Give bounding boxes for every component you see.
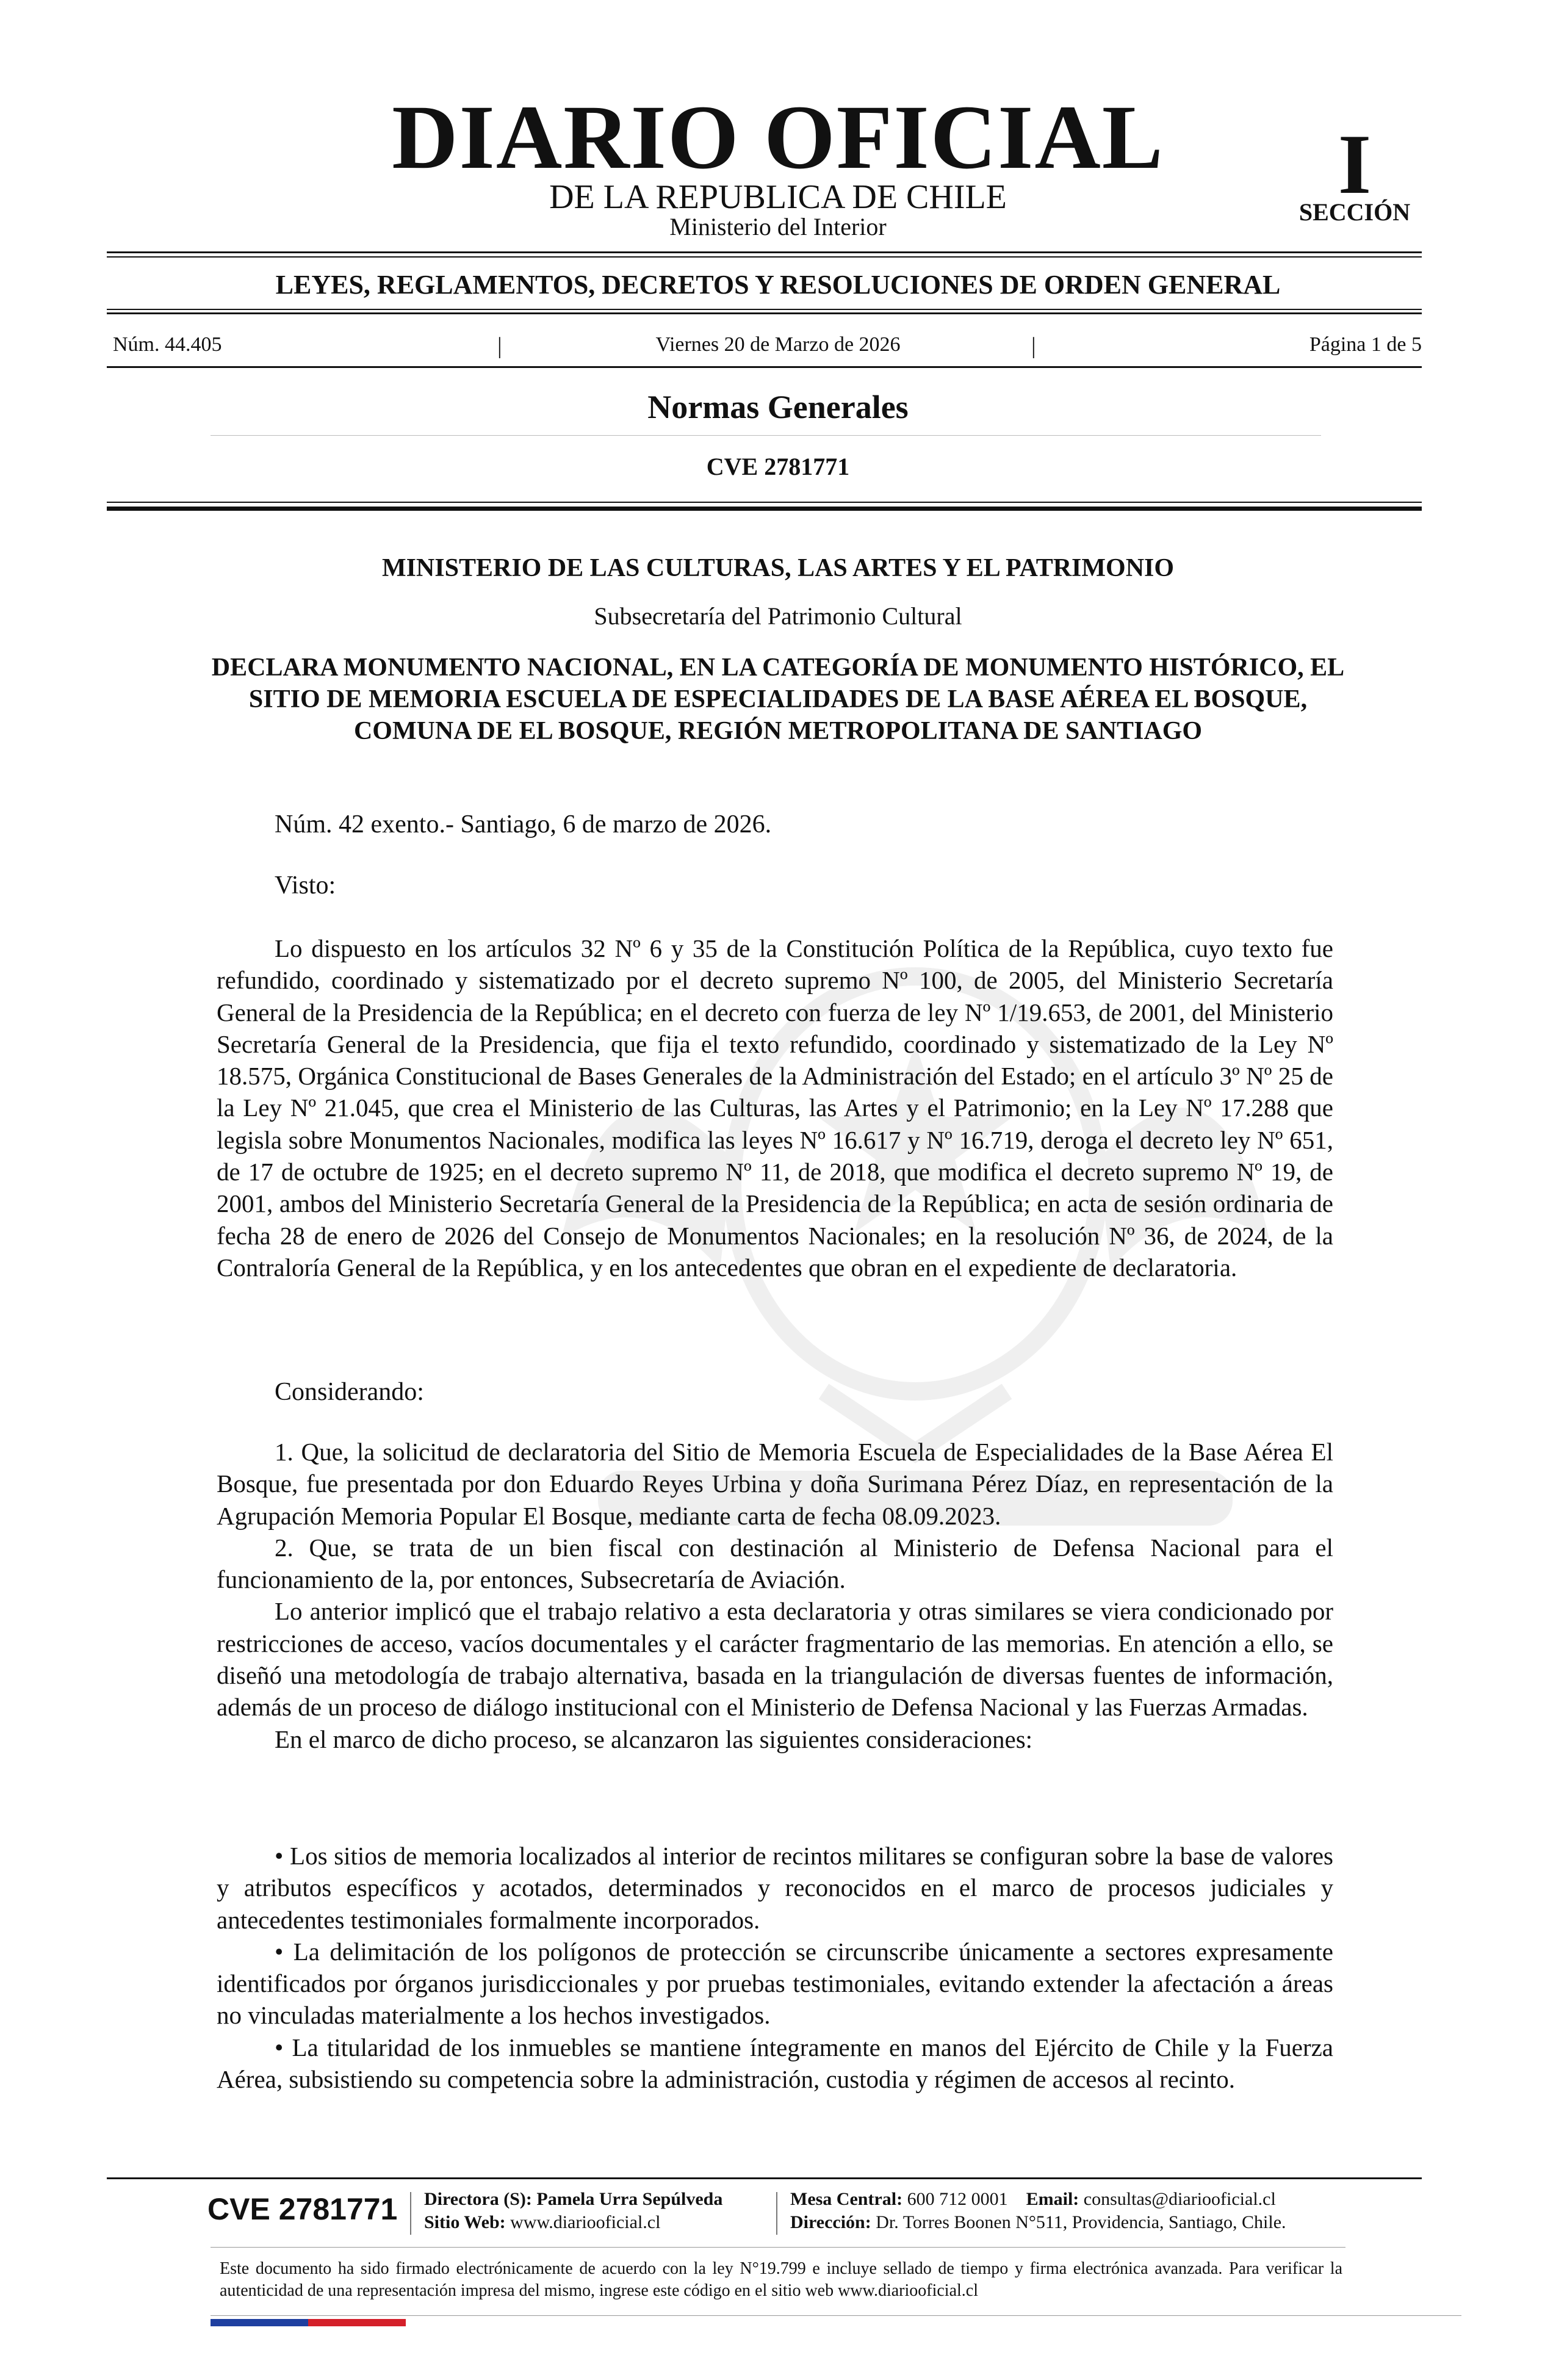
direccion-label: Dirección: <box>790 2212 871 2232</box>
considerations-bullets <box>217 1840 1333 2095</box>
visto-label: Visto: <box>275 871 336 900</box>
cve-code: CVE 2781771 <box>706 453 850 480</box>
visto-text: Lo dispuesto en los artículos 32 Nº 6 y 35 de la Constitución Política de la República, cuyo texto fue refundido, coordinado y sistematizado por el decreto supremo Nº 100, de 2005, del Ministerio Secretaría General de la Presidencia de la República; en el decreto con fuerza de ley Nº 1/19.653, de 2001, del Ministerio Secretaría General de la Presidencia, que fija el texto refundido, coordinado y sistematizado de la Ley Nº 18.575, Orgánica Constitucional de Bases Generales de la Administración del Estado; en el artículo 3º Nº 25 de la Ley Nº 21.045, que crea el Ministerio de las Culturas, las Artes y el Patrimonio; en la Ley Nº 17.288 que legisla sobre Monumentos Nacionales, modifica las leyes Nº 16.617 y Nº 16.719, deroga el decreto ley Nº 651, de 17 de octubre de 1925; en el decreto supremo Nº 11, de 2018, que modifica el decreto supremo Nº 19, de 2001, ambos del Ministerio Secretaría General de la Presidencia de la República; en acta de sesión ordinaria de fecha 28 de enero de 2026 del Consejo de Monumentos Nacionales; en la resolución Nº 36, de 2024, de la Contraloría General de la República, y en los antecedentes que obran en el expediente de declaratoria. <box>217 934 1333 1282</box>
footer-divider-1 <box>410 2192 411 2235</box>
paragraph-3: Lo anterior implicó que el trabajo relativo a esta declaratoria y otras similares se viera condicionado por restricciones de acceso, vacíos documentales y el carácter fragmentario de las memorias. En atención a ello, se diseñó una metodología de trabajo alternativa, basada en la triangulación de diversas fuentes de información, además de un proceso de diálogo institucional con el Ministerio de Defensa Nacional y las Fuerzas Armadas. <box>217 1597 1333 1722</box>
issue-date: Viernes 20 de Marzo de 2026 <box>655 333 901 356</box>
info-separator-2: | <box>1031 333 1036 359</box>
masthead-rule-top <box>107 251 1422 253</box>
footer-rule-2 <box>211 2247 1345 2248</box>
footer-director-info <box>424 2188 722 2234</box>
email-link[interactable]: consultas@diariooficial.cl <box>1083 2189 1276 2209</box>
masthead-ministry: Ministerio del Interior <box>669 213 887 240</box>
masthead-title: DIARIO OFICIAL <box>392 87 1164 188</box>
mesa-value: 600 712 0001 <box>907 2189 1008 2209</box>
sitio-web-link[interactable]: www.diariooficial.cl <box>510 2212 661 2232</box>
flag-stripe-red <box>308 2319 406 2326</box>
masthead-rule-top-2 <box>107 256 1422 258</box>
visto-paragraph <box>217 932 1333 1283</box>
paragraph-1: 1. Que, la solicitud de declaratoria del Sitio de Memoria Escuela de Especialidades de la Base Aérea El Bosque, fue presentada por don Eduardo Reyes Urbina y doña Surimana Pérez Díaz, en representación de la Agrupación Memoria Popular El Bosque, mediante carta de fecha 08.09.2023. <box>217 1438 1333 1530</box>
footer-rule <box>107 2177 1422 2179</box>
considerando-label: Considerando: <box>275 1378 424 1406</box>
bullet-1: • Los sitios de memoria localizados al interior de recintos militares se configuran sobre la base de valores y atributos específicos y acotados, determinados y reconocidos en el marco de procesos judiciales y antecedentes testimoniales formalmente incorporados. <box>217 1842 1333 1934</box>
bullet-2: • La delimitación de los polígonos de protección se circunscribe únicamente a sectores expresamente identificados por órganos jurisdiccionales y por pruebas testimoniales, evitando extender la afectación a áreas no vinculadas materialmente a los hechos investigados. <box>217 1937 1333 2030</box>
info-rule <box>107 366 1422 368</box>
subsecretaria-name: Subsecretaría del Patrimonio Cultural <box>594 602 962 630</box>
cve-rule-2 <box>107 507 1422 511</box>
issue-number: Núm. 44.405 <box>113 333 222 356</box>
section-title-underline <box>211 435 1321 436</box>
bullet-3: • La titularidad de los inmuebles se mantiene íntegramente en manos del Ejército de Chile y la Fuerza Aérea, subsistiendo su competencia sobre la administración, custodia y régimen de accesos al recinto. <box>217 2033 1333 2094</box>
footer-divider-2 <box>776 2192 777 2235</box>
sitio-label: Sitio Web: <box>424 2212 506 2232</box>
decree-title: DECLARA MONUMENTO NACIONAL, EN LA CATEGORÍA DE MONUMENTO HISTÓRICO, EL SITIO DE MEMORIA ESCUELA DE ESPECIALIDADES DE LA BASE AÉREA EL BOSQUE, COMUNA DE EL BOSQUE, REGIÓN METROPOLITANA DE SANTIAGO <box>211 654 1345 745</box>
banner-rule-bottom-2 <box>107 312 1422 314</box>
banner-rule-bottom <box>107 309 1422 310</box>
info-separator-1: | <box>497 333 502 359</box>
flag-stripe-blue <box>211 2319 308 2326</box>
footer-rule-3 <box>211 2315 1461 2316</box>
mesa-label: Mesa Central: <box>790 2189 903 2209</box>
section-banner: LEYES, REGLAMENTOS, DECRETOS Y RESOLUCIONES DE ORDEN GENERAL <box>275 270 1281 300</box>
email-label: Email: <box>1026 2189 1079 2209</box>
footer-cve-code: CVE 2781771 <box>207 2192 398 2226</box>
directora-label: Directora (S): <box>424 2189 532 2209</box>
footer-legal-notice: Este documento ha sido firmado electrónicamente de acuerdo con la ley N°19.799 e incluye sellado de tiempo y firma electrónica avanzada. Para verificar la autenticidad de una representación impresa del mismo, ingrese este código en el sitio web www.diariooficial.cl <box>220 2259 1342 2300</box>
paragraph-4: En el marco de dicho proceso, se alcanzaron las siguientes consideraciones: <box>275 1725 1033 1753</box>
section-title: Normas Generales <box>647 389 909 425</box>
directora-name: Pamela Urra Sepúlveda <box>536 2189 723 2209</box>
direccion-value: Dr. Torres Boonen N°511, Providencia, Santiago, Chile. <box>876 2212 1286 2232</box>
section-label: SECCIÓN <box>1298 198 1411 226</box>
section-numeral: I <box>1338 117 1372 212</box>
masthead-subtitle: DE LA REPUBLICA DE CHILE <box>549 178 1007 216</box>
paragraph-2: 2. Que, se trata de un bien fiscal con destinación al Ministerio de Defensa Nacional para el funcionamiento de la, por entonces, Subsecretaría de Aviación. <box>217 1533 1333 1594</box>
page-indicator: Página 1 de 5 <box>1309 333 1422 356</box>
cve-rule-1 <box>107 502 1422 503</box>
considerando-paragraphs <box>217 1436 1333 1755</box>
ministry-name: MINISTERIO DE LAS CULTURAS, LAS ARTES Y EL PATRIMONIO <box>381 554 1175 582</box>
footer-contact-info <box>790 2188 1286 2234</box>
decree-number-line: Núm. 42 exento.- Santiago, 6 de marzo de 2026. <box>275 810 772 838</box>
